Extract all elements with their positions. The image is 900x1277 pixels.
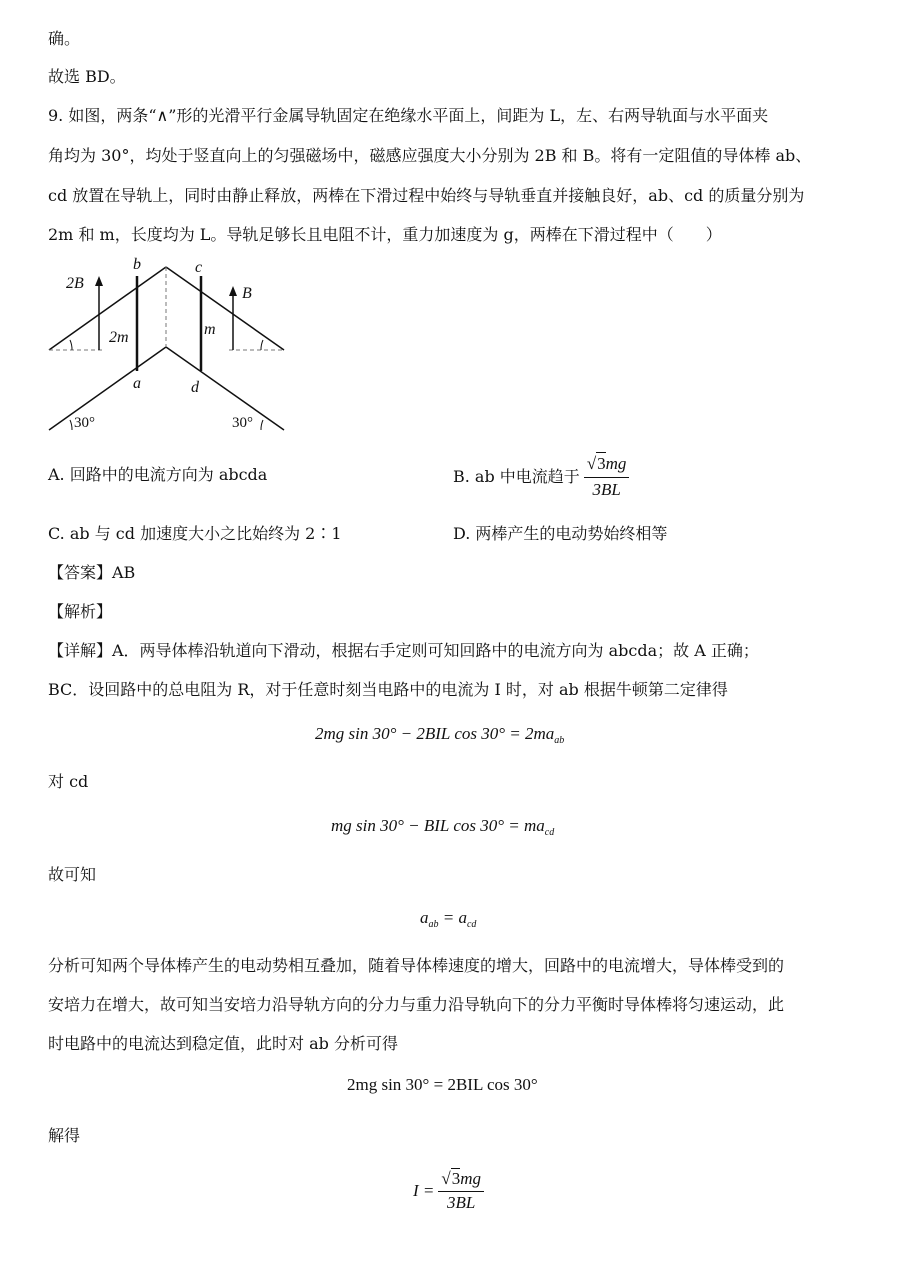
label-m: m (204, 321, 216, 338)
angle-arc-right-bottom (261, 420, 263, 430)
paragraph-line: 安培力在增大，故可知当安培力沿导轨方向的分力与重力沿导轨向下的分力平衡时导体棒将匀速运动，此 (48, 995, 785, 1014)
paragraph-line: 时电路中的电流达到稳定值，此时对 ab 分析可得 (48, 1034, 398, 1053)
text-line: 故选 BD。 (48, 67, 126, 86)
eq3-a-sub: ab (428, 919, 439, 930)
label-2B: 2B (66, 275, 84, 292)
text-line: 解得 (48, 1126, 81, 1145)
eq3-b-sub: cd (466, 919, 477, 930)
label-angle-right: 30° (232, 415, 253, 431)
eq2-body: mg sin 30° − BIL cos 30° = ma (331, 816, 545, 835)
fraction-den: 3BL (447, 1193, 476, 1212)
arrow-head-icon (95, 276, 103, 286)
sqrt-arg: 3 (597, 454, 606, 473)
outer-rail-right (166, 267, 284, 350)
label-angle-left: 30° (74, 415, 95, 431)
sqrt-arg: 3 (451, 1169, 461, 1188)
question-line: 9. 如图，两条“∧”形的光滑平行金属导轨固定在绝缘水平面上，间距为 L，左、右两导轨面与水平面夹 (48, 106, 769, 125)
bc-line: BC．设回路中的总电阻为 R，对于任意时刻当电路中的电流为 I 时，对 ab 根据牛顿第二定律得 (48, 680, 728, 699)
angle-arc-left-bottom (70, 420, 72, 430)
fraction-num: mg (605, 454, 627, 473)
eq5-lhs: I = (413, 1180, 435, 1200)
eq1-body: 2mg sin 30° − 2BIL cos 30° = 2ma (315, 724, 555, 743)
analysis-heading: 【解析】 (48, 602, 113, 621)
option-b-fraction: $\frac{√3mg}{3BL}$ (584, 452, 630, 501)
equation-4: 2mg sin 30° = 2BIL cos 30° (347, 1075, 538, 1094)
inner-rail-left (49, 347, 166, 430)
fraction-den: 3BL (592, 480, 621, 499)
label-a: a (133, 375, 141, 392)
text-line: 故可知 (48, 865, 97, 884)
question-line: 2m 和 m，长度均为 L。导轨足够长且电阻不计，重力加速度为 g，两棒在下滑过程中（ ） (48, 225, 722, 244)
text-line: 对 cd (48, 772, 89, 791)
answer: 【答案】AB (48, 563, 136, 582)
equation-2 (331, 816, 554, 838)
rail-diagram (44, 254, 294, 439)
question-line: cd 放置在导轨上，同时由静止释放，两棒在下滑过程中始终与导轨垂直并接触良好，ab、cd 的质量分别为 (48, 186, 805, 205)
angle-arc-left (70, 340, 72, 350)
arrow-head-icon (229, 286, 237, 296)
paragraph-line: 分析可知两个导体棒产生的电动势相互叠加，随着导体棒速度的增大，回路中的电流增大，导体棒受到的 (48, 956, 785, 975)
option-d: D. 两棒产生的电动势始终相等 (453, 524, 668, 543)
inner-rail-right (166, 347, 284, 430)
eq3-eq: = a (438, 908, 467, 927)
option-c: C. ab 与 cd 加速度大小之比始终为 2∶1 (48, 524, 342, 543)
question-line: 角均为 30°，均处于竖直向上的匀强磁场中，磁感应强度大小分别为 2B 和 B。将有一定阻值的导体棒 ab、 (48, 146, 812, 165)
option-a: A. 回路中的电流方向为 abcda (48, 465, 268, 484)
option-b (453, 452, 629, 501)
detail-line: 【详解】A．两导体棒沿轨道向下滑动，根据右手定则可知回路中的电流方向为 abcda；故 A 正确； (48, 641, 759, 660)
label-2m: 2m (109, 329, 129, 346)
eq1-sub: ab (554, 735, 565, 746)
label-d: d (191, 379, 199, 396)
label-b: b (133, 256, 141, 273)
text-line: 确。 (48, 29, 81, 48)
eq2-sub: cd (544, 827, 555, 838)
option-b-text: B. ab 中电流趋于 (453, 466, 580, 486)
eq3-a: a (420, 908, 429, 927)
label-c: c (195, 259, 203, 276)
eq5-fraction: $\frac{√3mg}{3BL}$ (438, 1168, 484, 1213)
angle-arc-right (261, 340, 263, 350)
fraction-num: mg (460, 1169, 482, 1188)
label-B: B (242, 285, 252, 302)
equation-3 (420, 908, 476, 930)
equation-5 (413, 1168, 484, 1213)
equation-1 (315, 724, 564, 746)
